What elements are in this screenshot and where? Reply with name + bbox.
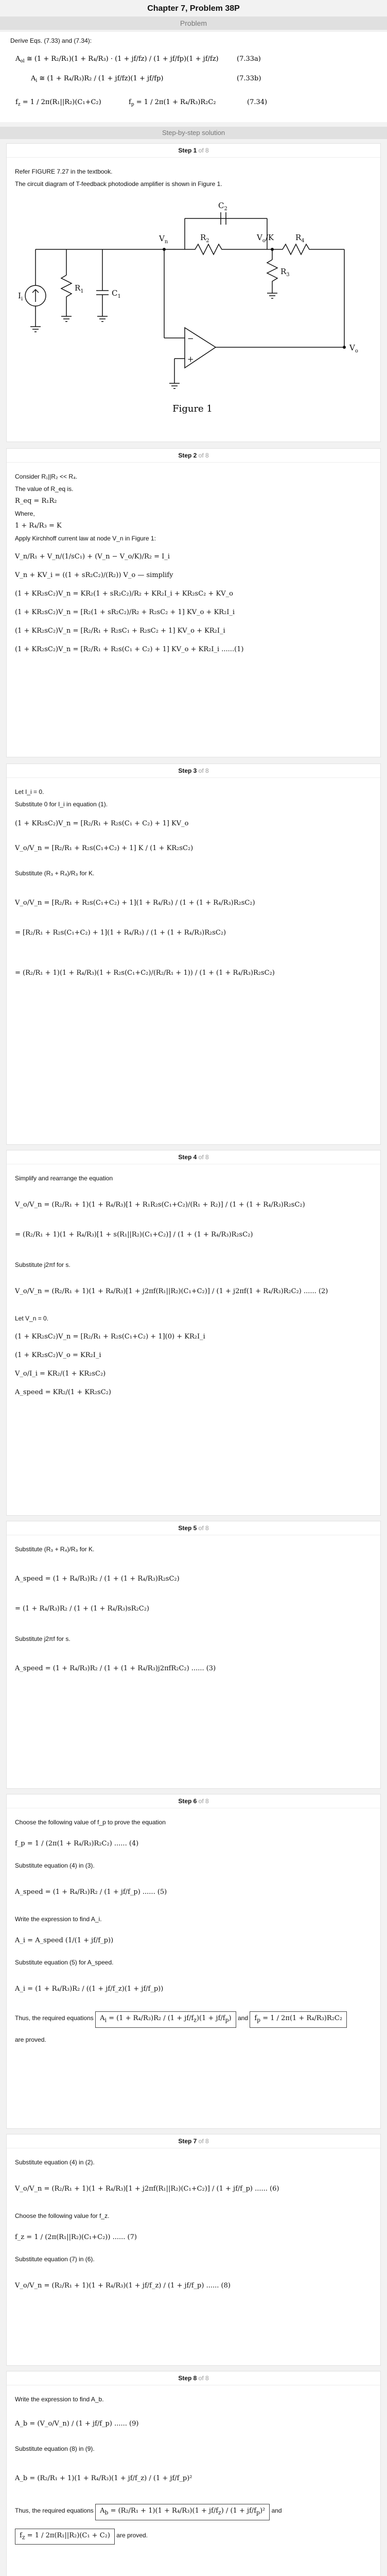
step-6-line-11: are proved.: [15, 2036, 46, 2043]
step-6-header: Step 6 of 8: [7, 1794, 380, 1808]
step-2-line-8: V_n + KV_i = ((1 + sR₂C₂)/(R₂)) V_o — simplify: [15, 571, 173, 579]
step-2-line-6: Apply Kirchhoff current law at node V_n in Figure 1:: [15, 535, 156, 542]
step-4-line-10: A_speed = KR₂/(1 + KR₂sC₂): [15, 1388, 111, 1396]
step-8-line-1: Write the expression to find A_b.: [15, 2396, 104, 2403]
step-4-line-4: Substitute j2πf for s.: [15, 1261, 71, 1268]
eq-fz: $f_z = 1 / 2\pi(R_1||R_2)(C_1+C_2)$: [15, 98, 101, 107]
step-7-line-3: Choose the following value for f_z.: [15, 2212, 110, 2219]
step-5-header: Step 5 of 8: [7, 1521, 380, 1535]
step-5-line-4: Substitute j2πf for s.: [15, 1635, 71, 1642]
step-4: [6, 1150, 381, 1516]
step-1: [6, 143, 381, 442]
problem-intro: Derive Eqs. (7.33) and (7.34):: [10, 37, 92, 44]
problem-band: Problem: [0, 16, 387, 30]
step-8: [6, 2371, 381, 2576]
page-title: Chapter 7, Problem 38P: [147, 4, 240, 13]
step-7: [6, 2134, 381, 2366]
step-8-line-4: A_b = (R₂/R₁ + 1)(1 + R₄/R₃)(1 + jf/f_z) / (1 + jf/f_p)²: [15, 2475, 192, 2482]
eq-ai: $A_i$ ≅ (1 + R₄/R₃)R₂ / (1 + jf/fz)(1 + jf/fp): [31, 75, 164, 83]
step-3-line-1: Let I_i = 0.: [15, 788, 44, 795]
step-6-boxed-ai: $A_i = (1 + R_4/R_3)R_2 / (1 + jf/f_z)(1 + jf/f_p)$: [95, 2011, 236, 2028]
step-5-line-3: = (1 + R₄/R₃)R₂ / (1 + (1 + R₄/R₃)sR₂C₂): [15, 1605, 149, 1613]
step-3-line-8: = (R₂/R₁ + 1)(1 + R₄/R₃)(1 + R₂s(C₁+C₂)/(R₂/R₁ + 1)) / (1 + (1 + R₄/R₃)R₂sC₂): [15, 969, 275, 977]
step-5-line-1: Substitute (R₃ + R₄)/R₃ for K.: [15, 1546, 95, 1553]
step-2-line-4: Where,: [15, 510, 35, 517]
label-c1: $C_1$: [112, 289, 121, 299]
label-r2: $R_2$: [200, 233, 209, 244]
eq-733a-tag: (7.33a): [237, 55, 261, 63]
label-r1: $R_1$: [75, 283, 84, 294]
step-3-header: Step 3 of 8: [7, 764, 380, 778]
step-7-line-2: V_o/V_n = (R₂/R₁ + 1)(1 + R₄/R₃)[1 + j2πf(R₁||R₂)(C₁+C₂)] / (1 + jf/f_p) ...... (6): [15, 2185, 279, 2193]
step-3-line-5: Substitute (R₃ + R₄)/R₃ for K.: [15, 870, 95, 877]
step-2-line-7: V_n/R₁ + V_n/(1/sC₁) + (V_n − V_o/K)/R₂ = I_i: [15, 553, 170, 561]
eq-aol-lhs: $A_{ol}$ ≅ (1 + R₂/R₁)(1 + R₄/R₃) · (1 + jf/fz) / (1 + jf/fp)(1 + jf/fz): [15, 55, 219, 64]
node-vo-dot: [343, 346, 346, 349]
step-8-line-3: Substitute equation (8) in (9).: [15, 2445, 95, 2452]
step-8-boxed-ab: $A_b = (R_2/R_1 + 1)(1 + R_4/R_3)(1 + jf/f_z) / (1 + jf/f_p)^2$: [95, 2504, 270, 2520]
step-3-line-3: (1 + KR₂sC₂)V_n = [R₂/R₁ + R₂s(C₁ + C₂) + 1] KV_o: [15, 820, 189, 827]
step-6-line-1: Choose the following value of f_p to prove the equation: [15, 1819, 166, 1826]
step-2-line-10: (1 + KR₂sC₂)V_n = [R₂(1 + sR₂C₂)/R₂ + R₂sC₂ + 1] KV_o + KR₂I_i: [15, 608, 235, 616]
label-vo: $V_o$: [349, 343, 358, 354]
eq-fp: $f_p = 1 / 2\pi(1 + R_4/R_3)R_2C_2$: [129, 98, 216, 107]
label-c2: $C_2$: [218, 201, 227, 212]
problem-card: [0, 32, 387, 122]
step-3-line-2: Substitute 0 for I_i in equation (1).: [15, 801, 108, 808]
step-3-line-6: V_o/V_n = [R₂/R₁ + R₂s(C₁+C₂) + 1](1 + R₄/R₃) / (1 + (1 + R₄/R₃)R₂sC₂): [15, 899, 255, 907]
label-r4: $R_4$: [295, 233, 305, 244]
step-4-line-1: Simplify and rearrange the equation: [15, 1175, 113, 1182]
step-7-line-4: f_z = 1 / (2π(R₁||R₂)(C₁+C₂)) ...... (7): [15, 2233, 137, 2241]
step-6-line-6: A_i = A_speed (1/(1 + jf/f_p)): [15, 1937, 114, 1944]
step-6-line-2: f_p = 1 / (2π(1 + R₄/R₃)R₂C₂) ...... (4): [15, 1840, 139, 1848]
step-2-line-12: (1 + KR₂sC₂)V_n = [R₂/R₁ + R₂s(C₁ + C₂) + 1] KV_o + KR₂I_i ......(1): [15, 646, 244, 653]
step-2-header: Step 2 of 8: [7, 449, 380, 463]
step-6-line-8: A_i = (1 + R₄/R₃)R₂ / ((1 + jf/f_z)(1 + jf/f_p)): [15, 1985, 164, 1993]
step-7-line-1: Substitute equation (4) in (2).: [15, 2159, 95, 2166]
step-4-line-8: (1 + KR₂sC₂)V_o = KR₂I_i: [15, 1351, 101, 1359]
step-2-line-9: (1 + KR₂sC₂)V_n = KR₂(1 + sR₂C₂)/R₂ + KR₂I_i + KR₂sC₂ + KV_o: [15, 590, 233, 598]
step-2: [6, 448, 381, 757]
step-2-line-1: Consider R₁||R₂ << R₄.: [15, 473, 78, 480]
step-4-header: Step 4 of 8: [7, 1150, 380, 1164]
step-4-line-5: V_o/V_n = (R₂/R₁ + 1)(1 + R₄/R₃)[1 + j2πf(R₁||R₂)(C₁+C₂)] / (1 + j2πf(1 + R₄/R₃)R₂C₂) ...... (2): [15, 1287, 328, 1295]
step-6-line-3: Substitute equation (4) in (3).: [15, 1862, 95, 1869]
solution-band: Step-by-step solution: [0, 127, 387, 139]
step-4-line-2: V_o/V_n = (R₂/R₁ + 1)(1 + R₄/R₃)[1 + R₁R₂s(C₁+C₂)/(R₁ + R₂)] / (1 + (1 + R₄/R₃)R₂sC₂): [15, 1201, 305, 1209]
step-6-conclusion: Thus, the required equations $A_i = (1 + R_4/R_3)R_2 / (1 + jf/f_z)(1 + jf/f_p)$ and $f_p = 1 / 2\pi(1 + R_4/R_3)R_2C_2$: [15, 2011, 372, 2028]
step-6-line-4: A_speed = (1 + R₄/R₃)R₂ / (1 + jf/f_p) ...... (5): [15, 1888, 167, 1896]
step-3-line-4: V_o/V_n = [R₂/R₁ + R₂s(C₁+C₂) + 1] K / (1 + KR₂sC₂): [15, 844, 194, 852]
step-5-line-5: A_speed = (1 + R₄/R₃)R₂ / (1 + (1 + R₄/R₃)j2πfR₂C₂) ...... (3): [15, 1665, 216, 1672]
step-6: [6, 1794, 381, 2129]
node-vk-dot: [271, 248, 274, 251]
step-1-line-2: The circuit diagram of T-feedback photodiode amplifier is shown in Figure 1.: [15, 180, 222, 188]
current-arrow: [32, 290, 39, 302]
step-8-line-2: A_b = (V_o/V_n) / (1 + jf/f_p) ...... (9): [15, 2420, 139, 2428]
label-opamp-minus: −: [187, 334, 194, 343]
node-vn-dot: [163, 248, 166, 251]
step-5-line-2: A_speed = (1 + R₄/R₃)R₂ / (1 + (1 + R₄/R₃)R₂sC₂): [15, 1575, 180, 1583]
step-6-boxed-fp: $f_p = 1 / 2\pi(1 + R_4/R_3)R_2C_2$: [250, 2011, 347, 2028]
step-7-header: Step 7 of 8: [7, 2134, 380, 2148]
label-ii: $I_i$: [18, 291, 23, 302]
step-8-boxed-fz: $f_z = 1 / 2\pi(R_1||R_2)(C_1 + C_2)$: [15, 2529, 115, 2545]
step-3: [6, 764, 381, 1145]
step-2-line-11: (1 + KR₂sC₂)V_n = [R₂/R₁ + R₂sC₁ + R₂sC₂ + 1] KV_o + KR₂I_i: [15, 627, 225, 635]
eq-734-tag: (7.34): [247, 98, 268, 106]
step-8-conclusion: Thus, the required equations $A_b = (R_2/R_1 + 1)(1 + R_4/R_3)(1 + jf/f_z) / (1 + jf/f_p)^2$ and: [15, 2504, 372, 2520]
step-4-line-6: Let V_n = 0.: [15, 1315, 49, 1322]
step-6-line-7: Substitute equation (5) for A_speed.: [15, 1959, 114, 1966]
step-2-line-2: The value of R_eq is.: [15, 485, 74, 493]
step-1-line-1: Refer FIGURE 7.27 in the textbook.: [15, 168, 113, 175]
circuit-diagram: [15, 193, 370, 419]
step-4-line-3: = (R₂/R₁ + 1)(1 + R₄/R₃)[1 + s(R₁||R₂)(C₁+C₂)] / (1 + (1 + R₄/R₃)R₂sC₂): [15, 1231, 253, 1239]
step-6-line-5: Write the expression to find A_i.: [15, 1916, 102, 1923]
label-vn: $V_n$: [159, 234, 168, 245]
step-4-line-7: (1 + KR₂sC₂)V_n = [R₂/R₁ + R₂s(C₁+C₂) + 1](0) + KR₂I_i: [15, 1333, 205, 1341]
figure-caption: Figure 1: [172, 403, 213, 414]
label-r3: $R_3$: [280, 267, 290, 278]
step-5: [6, 1521, 381, 1789]
step-3-line-7: = [R₂/R₁ + R₂s(C₁+C₂) + 1](1 + R₄/R₃) / (1 + (1 + R₄/R₃)R₂sC₂): [15, 929, 226, 937]
step-7-line-5: Substitute equation (7) in (6).: [15, 2256, 95, 2263]
step-2-line-3: R_eq = R₁R₂: [15, 497, 57, 505]
eq-733b-tag: (7.33b): [237, 75, 261, 82]
step-8-fz-proved: $f_z = 1 / 2\pi(R_1||R_2)(C_1 + C_2)$ are proved.: [15, 2529, 372, 2545]
step-8-header: Step 8 of 8: [7, 2371, 380, 2385]
step-2-line-5: 1 + R₄/R₃ = K: [15, 522, 62, 530]
problem-equations: [10, 46, 298, 118]
label-opamp-plus: +: [187, 354, 194, 364]
step-1-header: Step 1 of 8: [7, 144, 380, 158]
step-7-line-6: V_o/V_n = (R₂/R₁ + 1)(1 + R₄/R₃)(1 + jf/f_z) / (1 + jf/f_p) ...... (8): [15, 2282, 231, 2290]
step-4-line-9: V_o/I_i = KR₂/(1 + KR₂sC₂): [15, 1370, 106, 1378]
label-vk: $V_o/K$: [257, 233, 274, 244]
